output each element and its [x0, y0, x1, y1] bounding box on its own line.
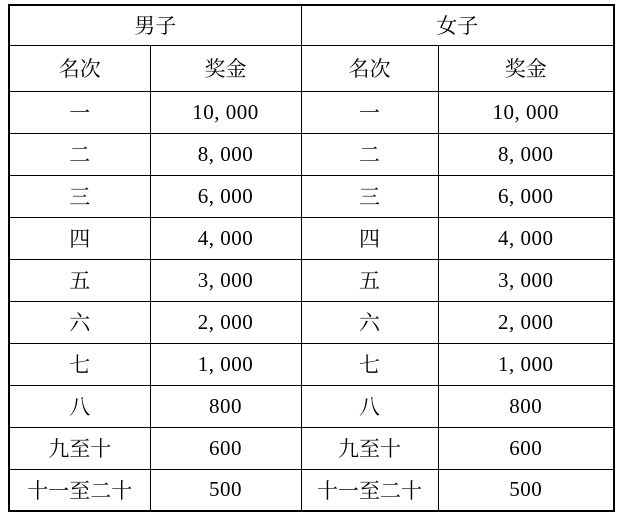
women-group-header: 女子 — [301, 5, 614, 45]
men-group-header: 男子 — [9, 5, 301, 45]
men-rank-cell: 六 — [9, 301, 150, 343]
women-rank-cell: 九至十 — [301, 427, 438, 469]
table-row — [9, 133, 614, 175]
women-prize-cell: 600 — [438, 427, 614, 469]
table-row — [9, 217, 614, 259]
women-prize-cell: 4, 000 — [438, 217, 614, 259]
women-prize-cell: 1, 000 — [438, 343, 614, 385]
women-rank-cell: 二 — [301, 133, 438, 175]
women-prize-cell: 6, 000 — [438, 175, 614, 217]
men-rank-cell: 八 — [9, 385, 150, 427]
men-prize-cell: 4, 000 — [150, 217, 301, 259]
men-rank-cell: 七 — [9, 343, 150, 385]
women-rank-cell: 七 — [301, 343, 438, 385]
prize-table — [8, 4, 615, 512]
women-rank-cell: 六 — [301, 301, 438, 343]
men-rank-cell: 四 — [9, 217, 150, 259]
men-rank-cell: 二 — [9, 133, 150, 175]
men-prize-cell: 600 — [150, 427, 301, 469]
men-prize-cell: 800 — [150, 385, 301, 427]
women-rank-cell: 三 — [301, 175, 438, 217]
women-prize-header: 奖金 — [438, 45, 614, 91]
women-prize-cell: 3, 000 — [438, 259, 614, 301]
women-prize-cell: 800 — [438, 385, 614, 427]
women-rank-cell: 五 — [301, 259, 438, 301]
women-prize-cell: 2, 000 — [438, 301, 614, 343]
men-rank-cell: 九至十 — [9, 427, 150, 469]
men-rank-cell: 一 — [9, 91, 150, 133]
men-prize-cell: 10, 000 — [150, 91, 301, 133]
group-header-row — [9, 5, 614, 45]
men-rank-cell: 五 — [9, 259, 150, 301]
column-header-row — [9, 45, 614, 91]
table-row — [9, 385, 614, 427]
men-prize-cell: 1, 000 — [150, 343, 301, 385]
men-prize-cell: 500 — [150, 469, 301, 511]
men-rank-cell: 三 — [9, 175, 150, 217]
table-row — [9, 301, 614, 343]
table-row — [9, 91, 614, 133]
women-rank-cell: 四 — [301, 217, 438, 259]
men-prize-cell: 6, 000 — [150, 175, 301, 217]
men-prize-cell: 8, 000 — [150, 133, 301, 175]
men-rank-header: 名次 — [9, 45, 150, 91]
women-prize-cell: 8, 000 — [438, 133, 614, 175]
women-rank-cell: 一 — [301, 91, 438, 133]
table-row — [9, 427, 614, 469]
women-rank-cell: 八 — [301, 385, 438, 427]
women-prize-cell: 500 — [438, 469, 614, 511]
women-rank-cell: 十一至二十 — [301, 469, 438, 511]
men-prize-cell: 2, 000 — [150, 301, 301, 343]
table-row — [9, 175, 614, 217]
table-row — [9, 469, 614, 511]
women-prize-cell: 10, 000 — [438, 91, 614, 133]
table-row — [9, 259, 614, 301]
men-prize-header: 奖金 — [150, 45, 301, 91]
men-rank-cell: 十一至二十 — [9, 469, 150, 511]
table-row — [9, 343, 614, 385]
men-prize-cell: 3, 000 — [150, 259, 301, 301]
women-rank-header: 名次 — [301, 45, 438, 91]
